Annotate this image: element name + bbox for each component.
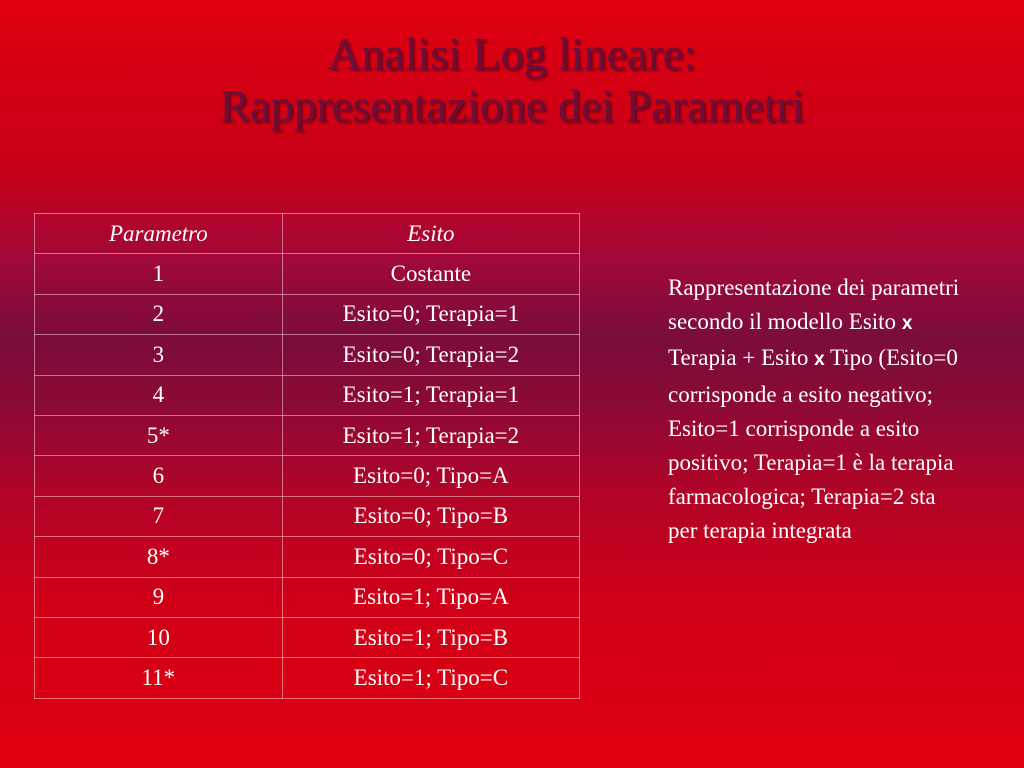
header-esito: Esito: [282, 214, 579, 254]
table-row: [35, 375, 580, 415]
table-row: [35, 456, 580, 496]
cell-esito: Esito=0; Tipo=C: [282, 537, 579, 577]
cell-parametro: 5*: [35, 415, 283, 455]
slide-title-line-1: Analisi Log lineare:: [328, 28, 696, 79]
note-text-1: Rappresentazione dei parametri secondo il modello Esito: [668, 275, 960, 335]
cell-parametro: 3: [35, 335, 283, 375]
interaction-symbol: x: [901, 313, 913, 335]
table-row: [35, 294, 580, 334]
cell-esito: Esito=1; Terapia=2: [282, 415, 579, 455]
note-text-2: Terapia + Esito: [668, 345, 815, 371]
cell-parametro: 10: [35, 617, 283, 657]
parameters-table: [34, 213, 580, 699]
table-row: [35, 537, 580, 577]
cell-parametro: 4: [35, 375, 283, 415]
cell-esito: Esito=1; Tipo=B: [282, 617, 579, 657]
table-row: [35, 335, 580, 375]
cell-esito: Esito=0; Terapia=2: [282, 335, 579, 375]
table-row: [35, 415, 580, 455]
table-row: [35, 658, 580, 698]
cell-esito: Esito=0; Terapia=1: [282, 294, 579, 334]
cell-parametro: 8*: [35, 537, 283, 577]
cell-esito: Esito=0; Tipo=A: [282, 456, 579, 496]
slide-title-line-2: Rappresentazione dei Parametri: [219, 80, 805, 131]
cell-esito: Esito=0; Tipo=B: [282, 496, 579, 536]
interaction-symbol: x: [814, 349, 825, 371]
cell-esito: Esito=1; Tipo=A: [282, 577, 579, 617]
table-row: [35, 496, 580, 536]
table-header-row: [35, 214, 580, 254]
cell-parametro: 2: [35, 294, 283, 334]
model-description: [668, 271, 968, 549]
cell-parametro: 9: [35, 577, 283, 617]
table-row: [35, 577, 580, 617]
cell-esito: Costante: [282, 254, 579, 294]
cell-esito: Esito=1; Terapia=1: [282, 375, 579, 415]
table-row: [35, 254, 580, 294]
table-row: [35, 617, 580, 657]
cell-parametro: 7: [35, 496, 283, 536]
cell-parametro: 1: [35, 254, 283, 294]
header-parametro: Parametro: [35, 214, 283, 254]
slide-title: [0, 28, 1024, 132]
cell-parametro: 11*: [35, 658, 283, 698]
cell-parametro: 6: [35, 456, 283, 496]
cell-esito: Esito=1; Tipo=C: [282, 658, 579, 698]
note-text-3: Tipo (Esito=0 corrisponde a esito negativo; Esito=1 corrisponde a esito positivo; Terapia=1 è la terapia farmacologica; Terapia=2 sta per terapia integrata: [668, 345, 958, 544]
